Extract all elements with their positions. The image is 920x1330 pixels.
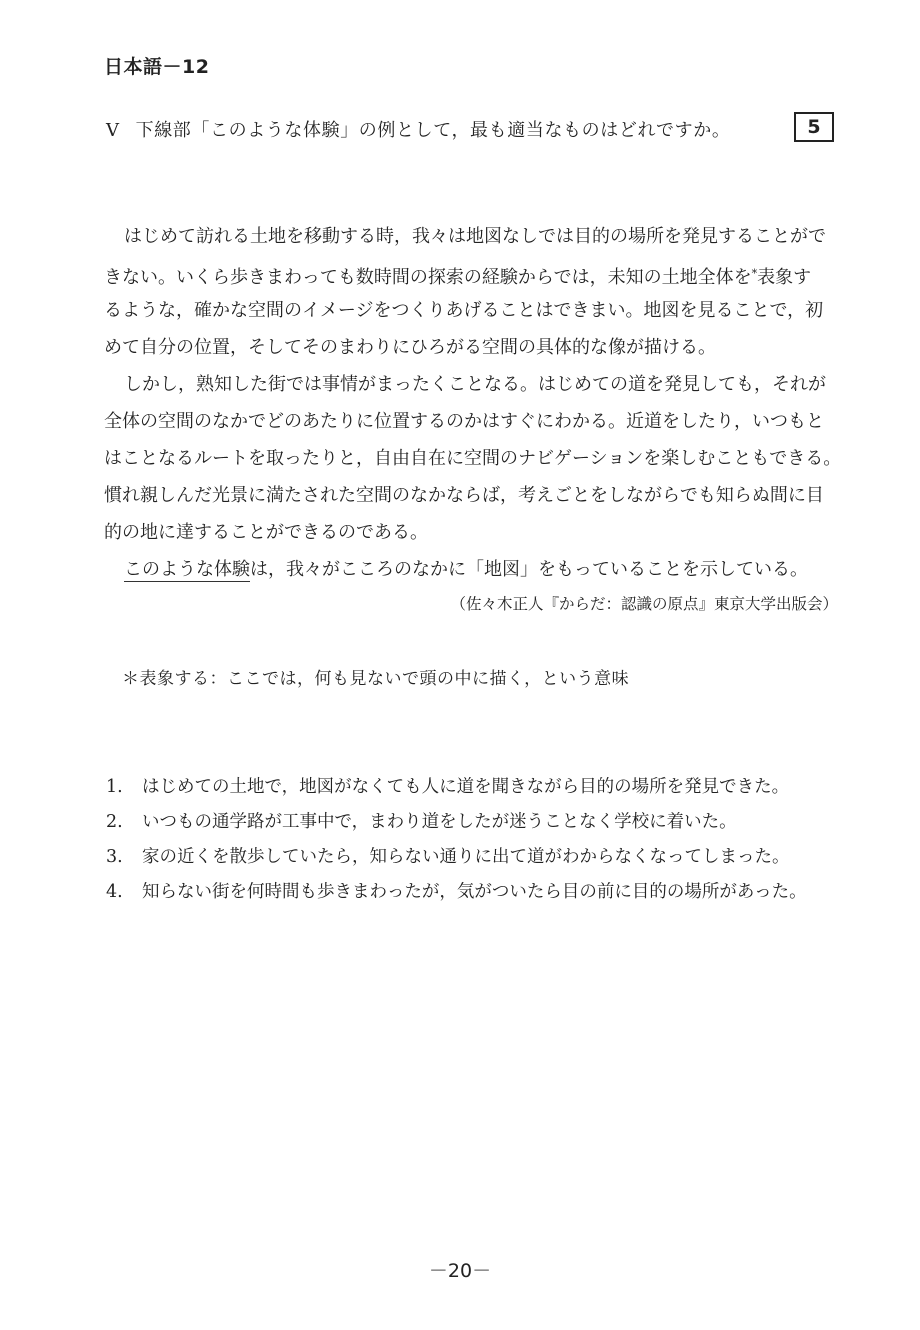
passage-line	[104, 255, 844, 292]
answer-option-1[interactable]	[106, 770, 807, 805]
option-text: 知らない街を何時間も歩きまわったが，気がついたら目の前に目的の場所があった。	[142, 882, 807, 902]
option-number: 3.	[106, 847, 123, 867]
passage-line-text: きない。いくら歩きまわっても数時間の探索の経験からでは，未知の土地全体を	[104, 267, 752, 288]
passage-line: 的の地に達することができるのである。	[104, 522, 428, 543]
answer-option-3[interactable]	[106, 840, 807, 875]
starred-term: 表象す	[757, 267, 812, 288]
option-text: いつもの通学路が工事中で，まわり道をしたが迷うことなく学校に着いた。	[142, 812, 737, 832]
answer-number-box: 5	[794, 112, 834, 142]
passage-line: はじめて訪れる土地を移動する時，我々は地図なしでは目的の場所を発見することがで	[124, 226, 826, 247]
reading-passage	[104, 218, 844, 620]
page-number: －20－	[428, 1260, 492, 1282]
passage-line	[104, 551, 844, 588]
answer-option-2[interactable]	[106, 805, 807, 840]
citation: （佐々木正人『からだ：認識の原点』東京大学出版会）	[450, 595, 838, 613]
underlined-phrase: このような体験	[124, 559, 250, 580]
footnote-star-mark: *	[751, 267, 758, 280]
question-number: V	[106, 120, 120, 141]
option-number: 1.	[106, 777, 123, 797]
passage-line-text: は，我々がこころのなかに「地図」をもっていることを示している。	[250, 559, 808, 580]
passage-line: はことなるルートを取ったりと，自由自在に空間のナビゲーションを楽しむこともできる。	[104, 448, 842, 469]
passage-line: しかし，熟知した街では事情がまったくことなる。はじめての道を発見しても，それが	[124, 374, 826, 395]
passage-line: 全体の空間のなかでどのあたりに位置するのかはすぐにわかる。近道をしたり，いつもと	[104, 411, 824, 432]
option-number: 2.	[106, 812, 123, 832]
question-text: 下線部「このような体験」の例として，最も適当なものはどれですか。	[135, 120, 731, 141]
option-number: 4.	[106, 882, 123, 902]
option-text: 家の近くを散歩していたら，知らない通りに出て道がわからなくなってしまった。	[142, 847, 790, 867]
answer-option-4[interactable]	[106, 875, 807, 910]
passage-line: 慣れ親しんだ光景に満たされた空間のなかならば，考えごとをしながらでも知らぬ間に目	[104, 485, 824, 506]
option-text: はじめての土地で，地図がなくても人に道を聞きながら目的の場所を発見できた。	[142, 777, 790, 797]
passage-line: めて自分の位置，そしてそのまわりにひろがる空間の具体的な像が描ける。	[104, 337, 716, 358]
passage-line: るような，確かな空間のイメージをつくりあげることはできまい。地図を見ることで，初	[104, 300, 824, 321]
page-header: 日本語－12	[104, 56, 210, 78]
question-prompt	[106, 116, 730, 142]
answer-options	[106, 770, 807, 910]
footnote: ＊表象する：ここでは，何も見ないで頭の中に描く，という意味	[122, 669, 630, 689]
